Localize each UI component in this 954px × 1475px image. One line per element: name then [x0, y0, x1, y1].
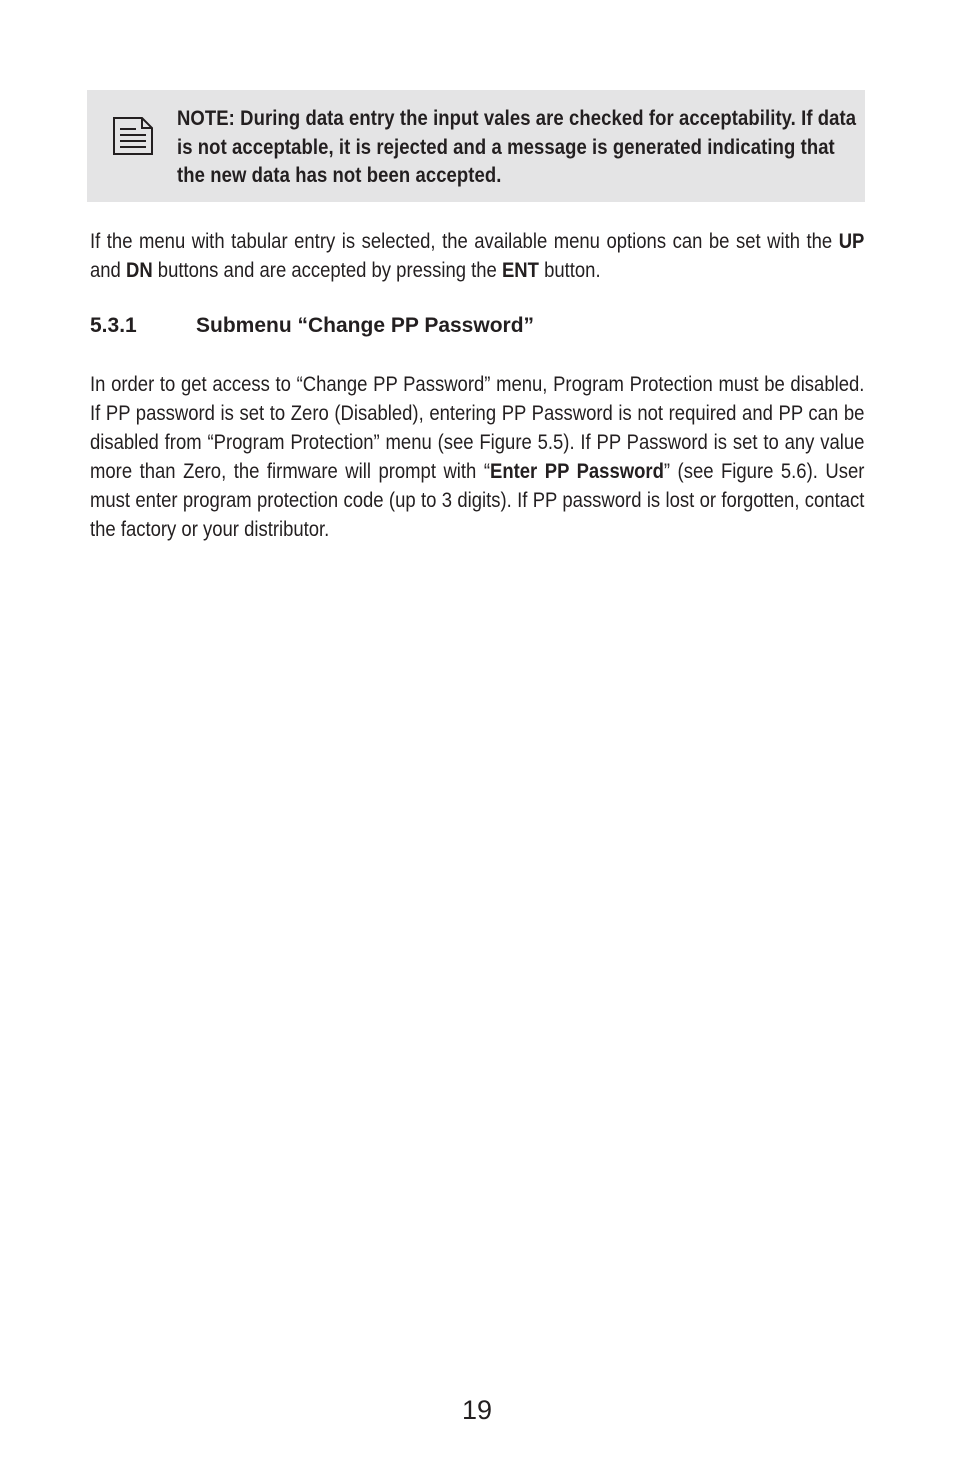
intro-paragraph — [90, 227, 865, 285]
ent-button-label: ENT — [501, 259, 539, 282]
section-heading — [90, 312, 534, 340]
intro-text-1: If the menu with tabular entry is selected, the available menu options can be set with the — [90, 230, 839, 253]
intro-text-2: and — [90, 259, 126, 282]
body-paragraph — [90, 370, 865, 544]
dn-button-label: DN — [125, 259, 153, 282]
intro-text-4: button. — [538, 259, 601, 282]
enter-pp-password-label: Enter PP Password — [490, 460, 664, 483]
up-button-label: UP — [838, 230, 865, 253]
note-icon — [112, 116, 154, 156]
page-number: 19 — [461, 1395, 493, 1425]
body-text-2: ” (see Figure 5.6). User must enter program protection code (up to 3 digits). If PP password is lost or forgotten, contact the factory or your distributor. — [90, 460, 865, 541]
section-title: Submenu “Change PP Password” — [196, 314, 535, 337]
body-text-1: In order to get access to “Change PP Password” menu, Program Protection must be disabled. If PP password is set to Zero (Disabled), entering PP Password is not required and PP can be disabled from “Program Protection” menu (see Figure 5.5). If PP Password is set to any value more than Zero, the firmware will prompt with “ — [90, 373, 865, 483]
intro-text-3: buttons and are accepted by pressing the — [152, 259, 502, 282]
note-box — [87, 90, 865, 202]
section-number: 5.3.1 — [90, 314, 137, 337]
note-text: NOTE: During data entry the input vales are checked for acceptability. If data is not acceptable, it is rejected and a message is generated indicating that the new data has not been accepted. — [177, 107, 857, 187]
